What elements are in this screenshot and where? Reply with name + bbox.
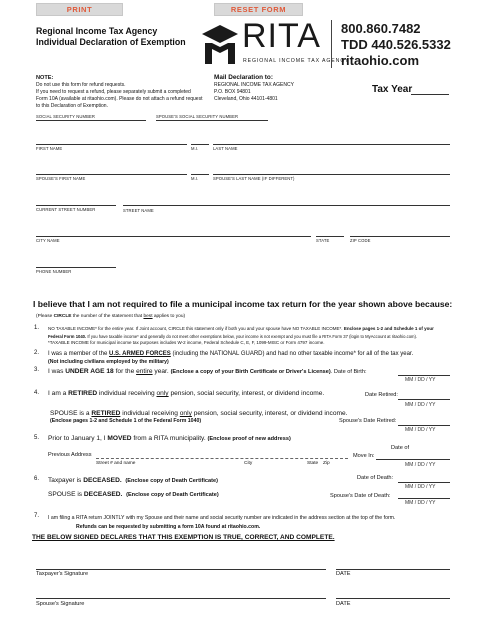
mi-input[interactable] xyxy=(191,152,209,172)
declaration: THE BELOW SIGNED DECLARES THAT THIS EXEMPTION IS TRUE, CORRECT, AND COMPLETE. xyxy=(32,534,335,541)
phone-input[interactable] xyxy=(36,275,116,291)
form-title: Individual Declaration of Exemption xyxy=(36,37,186,47)
item-2-note: (Not including civilians employed by the military) xyxy=(48,359,169,365)
phone-label: PHONE NUMBER xyxy=(36,269,72,274)
ssn-label: SOCIAL SECURITY NUMBER xyxy=(36,114,95,119)
last-name-input[interactable] xyxy=(213,152,450,172)
state-label: STATE xyxy=(316,238,330,243)
statement-heading: I believe that I am not required to file a municipal income tax return for the year shown above because: xyxy=(33,299,453,309)
zip-input[interactable] xyxy=(350,244,450,266)
spouse-mi-label: M.I. xyxy=(191,176,199,181)
item-4-text: I am a RETIRED individual receiving only pension, social security, interest, or dividend income. xyxy=(48,390,325,397)
item-1-number[interactable]: 1. xyxy=(34,325,40,331)
item-7-number[interactable]: 7. xyxy=(34,513,40,519)
item-5-number[interactable]: 5. xyxy=(34,435,40,441)
item-4-number[interactable]: 4. xyxy=(34,390,40,396)
state-input[interactable] xyxy=(316,244,344,266)
city-label: CITY NAME xyxy=(36,238,60,243)
tdd-number: TDD 440.526.5332 xyxy=(341,37,451,52)
note-title: NOTE: xyxy=(36,75,54,81)
tax-year-input[interactable] xyxy=(411,94,449,95)
item-4-enclose: (Enclose pages 1-2 and Schedule 1 of the Federal Form 1040) xyxy=(50,418,202,424)
spouse-date-retired-input[interactable] xyxy=(398,425,450,426)
date-format-hint: MM / DD / YY xyxy=(405,484,436,490)
note-line: If you need to request a refund, please separately submit a completed xyxy=(36,89,191,95)
date-format-hint: MM / DD / YY xyxy=(405,377,436,383)
mail-line: P.O. BOX 94801 xyxy=(214,89,251,95)
date-of-label: Date of xyxy=(391,445,410,451)
date-of-death-label: Date of Death: xyxy=(357,475,394,481)
previous-address-input[interactable] xyxy=(96,458,348,459)
item-2-number[interactable]: 2. xyxy=(34,350,40,356)
taxpayer-signature-label: Taxpayer's Signature xyxy=(36,571,89,577)
spouse-date-retired-label: Spouse's Date Retired: xyxy=(339,418,397,424)
rita-logo-mark-icon xyxy=(200,23,240,67)
item-7-refunds: Refunds can be requested by submitting a form 10A found at ritaohio.com. xyxy=(76,524,261,530)
rita-logo xyxy=(200,17,350,71)
street-name-label: STREET NAME xyxy=(123,208,154,213)
logo-wordmark: RITA xyxy=(242,17,321,55)
street-number-label: CURRENT STREET NUMBER xyxy=(36,207,96,212)
mi-label: M.I. xyxy=(191,146,199,151)
date-format-hint: MM / DD / YY xyxy=(405,500,436,506)
spouse-date-of-death-input[interactable] xyxy=(398,498,450,499)
taxpayer-date-input[interactable] xyxy=(336,569,450,570)
move-in-label: Move In: xyxy=(353,453,375,459)
print-button[interactable]: PRINT xyxy=(36,3,123,16)
previous-address-label: Previous Address xyxy=(48,452,92,458)
date-of-death-input[interactable] xyxy=(398,482,450,483)
city-sublabel: City xyxy=(244,461,253,466)
item-6-spouse-text: SPOUSE is DECEASED. (Enclose copy of Death Certificate) xyxy=(48,491,219,498)
date-format-hint: MM / DD / YY xyxy=(405,427,436,433)
spouse-last-name-input[interactable] xyxy=(213,182,450,204)
street-number-input[interactable] xyxy=(36,213,116,235)
date-retired-label: Date Retired: xyxy=(365,392,398,398)
taxpayer-date-label: DATE xyxy=(336,571,351,577)
date-format-hint: MM / DD / YY xyxy=(405,462,436,468)
spouse-ssn-input[interactable] xyxy=(156,121,268,137)
spouse-date-label: DATE xyxy=(336,601,351,607)
taxpayer-signature-input[interactable] xyxy=(36,569,326,570)
header-divider xyxy=(331,20,332,68)
mail-line: REGIONAL INCOME TAX AGENCY xyxy=(214,82,294,88)
ssn-input[interactable] xyxy=(36,121,146,137)
date-format-hint: MM / DD / YY xyxy=(405,402,436,408)
reset-form-button[interactable]: RESET FORM xyxy=(214,3,303,16)
item-2-text: I was a member of the U.S. ARMED FORCES (including the NATIONAL GUARD) and had no other taxable income* for all of the tax year. xyxy=(48,351,414,357)
item-1-text: NO TAXABLE INCOME* for the entire year. If Joint account, CIRCLE this statement only if both you and your spouse have NO TAXABLE INCOME*. Enclose pages 1-2 and Schedule 1 of your xyxy=(48,326,434,331)
last-name-label: LAST NAME xyxy=(213,146,238,151)
logo-subtitle: REGIONAL INCOME TAX AGENCY xyxy=(243,58,350,64)
zip-sublabel: Zip xyxy=(323,461,330,466)
note-line: Form 10A (available at ritaohio.com). Please do not attach a refund request xyxy=(36,96,203,102)
phone-number: 800.860.7482 xyxy=(341,21,421,36)
item-1-line-2: Federal Form 1040. If you have taxable income* and generally do not meet other exemptions below, your income is not exempt and you must file a RITA Form 37 (login to MyAccount at ritaohio.com). xyxy=(48,334,418,339)
spouse-first-name-input[interactable] xyxy=(36,182,187,204)
website[interactable]: ritaohio.com xyxy=(341,53,420,68)
circle-instruction: (Please CIRCLE the number of the statement that best applies to you) xyxy=(36,314,186,319)
note-line: Do not use this form for refund requests. xyxy=(36,82,126,88)
item-1-line-3: *TAXABLE INCOME for municipal income tax purposes includes W-2 income, Federal Schedule C, E, F, 1099-MISC or Form 4797 income. xyxy=(48,340,325,345)
spouse-signature-label: Spouse's Signature xyxy=(36,601,85,607)
tax-year-label: Tax Year xyxy=(372,84,413,95)
item-4-spouse-text: SPOUSE is a RETIRED individual receiving only pension, social security, interest, or dividend income. xyxy=(50,410,348,417)
street-name-input[interactable] xyxy=(123,214,450,235)
spouse-date-input[interactable] xyxy=(336,598,450,599)
mail-title: Mail Declaration to: xyxy=(214,74,273,81)
note-line: to this Declaration of Exemption. xyxy=(36,103,108,109)
date-of-birth-input[interactable] xyxy=(398,375,450,376)
item-5-text: Prior to January 1, I MOVED from a RITA municipality. (Enclose proof of new address) xyxy=(48,435,291,442)
item-3-number[interactable]: 3. xyxy=(34,367,40,373)
spouse-signature-input[interactable] xyxy=(36,598,326,599)
item-7-text: I am filing a RITA return JOINTLY with my Spouse and their name and social security number are indicated in the address section at the top of the form. xyxy=(48,515,396,521)
city-input[interactable] xyxy=(36,244,311,266)
item-6-text: Taxpayer is DECEASED. (Enclose copy of Death Certificate) xyxy=(48,477,218,484)
first-name-label: FIRST NAME xyxy=(36,146,63,151)
spouse-ssn-label: SPOUSE'S SOCIAL SECURITY NUMBER xyxy=(156,114,239,119)
move-in-date-input[interactable] xyxy=(376,459,450,460)
agency-name: Regional Income Tax Agency xyxy=(36,26,158,36)
spouse-first-name-label: SPOUSE'S FIRST NAME xyxy=(36,176,86,181)
zip-label: ZIP CODE xyxy=(350,238,371,243)
spouse-date-of-death-label: Spouse's Date of Death: xyxy=(330,493,391,499)
item-3-text: I was UNDER AGE 18 for the entire year. (Enclose a copy of your Birth Certificate or Driver's License). Date of Birth: xyxy=(48,368,367,375)
state-sublabel: State xyxy=(307,461,319,466)
item-6-number[interactable]: 6. xyxy=(34,476,40,482)
spouse-mi-input[interactable] xyxy=(191,182,209,204)
first-name-input[interactable] xyxy=(36,152,187,172)
street-sublabel: Street # and name xyxy=(96,461,136,466)
spouse-last-name-label: SPOUSE'S LAST NAME (IF DIFFERENT) xyxy=(213,176,295,181)
mail-line: Cleveland, Ohio 44101-4801 xyxy=(214,96,278,102)
date-retired-input[interactable] xyxy=(398,399,450,400)
